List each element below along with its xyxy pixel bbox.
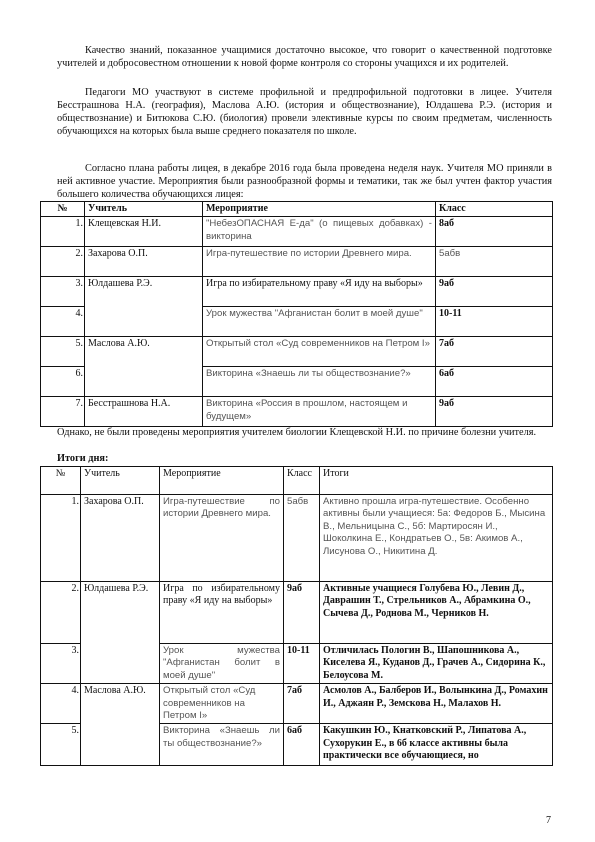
event-cell: Открытый стол «Суд современников на Петром I» (203, 337, 436, 367)
result-cell: Отличилась Пологин В., Шапошникова А., Киселева Я., Куданов Д., Грачев А., Сидорина К., Белоусова М. (320, 644, 553, 684)
table-row (41, 582, 553, 644)
teacher-cell: Юлдашева Р.Э. (81, 582, 160, 684)
row-number: 1. (41, 495, 81, 582)
event-cell: Игра-путешествие по истории Древнего мира. (203, 247, 436, 277)
class-cell: 7аб (436, 337, 553, 367)
table-header-row (41, 467, 553, 495)
col-num: № (41, 467, 81, 495)
class-cell: 10-11 (436, 307, 553, 337)
result-cell: Активные учащиеся Голубева Ю., Левин Д., Даврашин Т., Стрельников А., Абрамкина О., Сычева Д., Роднова М., Черников Н. (320, 582, 553, 644)
row-number: 4. (41, 684, 81, 724)
table-row (41, 684, 553, 724)
class-cell: 6аб (436, 367, 553, 397)
teacher-cell: Маслова А.Ю. (85, 337, 203, 397)
class-cell: 9аб (284, 582, 320, 644)
class-cell: 9аб (436, 277, 553, 307)
teacher-cell: Бесстрашнова Н.А. (85, 397, 203, 427)
class-cell: 6аб (284, 724, 320, 766)
result-cell: Асмолов А., Балберов И., Волынкина Д., Ромахин И., Аджаян Р., Земскова Н., Малахов Н. (320, 684, 553, 724)
paragraph-quality: Качество знаний, показанное учащимися достаточно высокое, что говорит о качественной подготовке учителей и добросовестном отношении к новой форме контроля со стороны учащихся и их родителей. (57, 45, 552, 70)
class-cell: 5абв (436, 247, 553, 277)
event-cell: Урок мужества "Афганистан болит в моей душе" (203, 307, 436, 337)
col-event: Мероприятие (203, 202, 436, 217)
paragraph-teachers: Педагоги МО участвуют в системе профильной и предпрофильной подготовки в лицее. Учителя Бесстрашнова Н.А. (география), Маслова А.Ю. (история и обществознание), Юлдашева Р.Э. (история и обществознание) и Битюкова С.Ю. (биология) провели элективные курсы по своим предметам, численность обучающихся на которых была выше среднего показателя по школе. (57, 87, 552, 138)
event-cell: Игра-путешествие по истории Древнего мира. (160, 495, 284, 582)
teacher-cell: Захарова О.П. (85, 247, 203, 277)
row-number: 3. (41, 277, 85, 307)
class-cell: 5абв (284, 495, 320, 582)
event-cell: Викторина «Знаешь ли ты обществознание?» (203, 367, 436, 397)
table-header-row (41, 202, 553, 217)
table-row (41, 495, 553, 582)
class-cell: 9аб (436, 397, 553, 427)
page-number: 7 (546, 815, 551, 826)
table-row (41, 277, 553, 307)
table-row (41, 397, 553, 427)
class-cell: 8аб (436, 217, 553, 247)
result-cell: Какушкин Ю., Кнатковский Р., Липатова А., Сухорукин Е., в 6б классе активны была практически все обучающиеся, но (320, 724, 553, 766)
col-teacher: Учитель (85, 202, 203, 217)
results-table (40, 466, 553, 766)
row-number: 5. (41, 337, 85, 367)
result-cell: Активно прошла игра-путешествие. Особенно активны были учащиеся: 5а: Федоров Б., Мысина В., Мельницына С., 5б: Мартиросян И., Шоколкина Е., Кондратьев О., 5в: Акимов А., Лисунова О., Никитина Д. (320, 495, 553, 582)
col-num: № (41, 202, 85, 217)
event-cell: Урок мужества "Афганистан болит в моей душе" (160, 644, 284, 684)
teacher-cell: Юлдашева Р.Э. (85, 277, 203, 337)
row-number: 3. (41, 644, 81, 684)
col-result: Итоги (320, 467, 553, 495)
row-number: 6. (41, 367, 85, 397)
class-cell: 10-11 (284, 644, 320, 684)
col-class: Класс (436, 202, 553, 217)
row-number: 4. (41, 307, 85, 337)
event-cell: Открытый стол «Суд современников на Петром I» (160, 684, 284, 724)
paragraph-science-week: Согласно плана работы лицея, в декабре 2016 года была проведена неделя наук. Учителя МО приняли в ней активное участие. Мероприятия были разнообразной формы и тематики, так же был учтен фактор участия большего количества обучающихся лицея: (57, 163, 552, 201)
row-number: 5. (41, 724, 81, 766)
teacher-cell: Маслова А.Ю. (81, 684, 160, 766)
class-cell: 7аб (284, 684, 320, 724)
row-number: 2. (41, 582, 81, 644)
table-row (41, 217, 553, 247)
teacher-cell: Клещевская Н.И. (85, 217, 203, 247)
col-class: Класс (284, 467, 320, 495)
row-number: 7. (41, 397, 85, 427)
row-number: 2. (41, 247, 85, 277)
col-teacher: Учитель (81, 467, 160, 495)
event-cell: Игра по избирательному праву «Я иду на выборы» (160, 582, 284, 644)
events-table (40, 201, 553, 427)
teacher-cell: Захарова О.П. (81, 495, 160, 582)
event-cell: Игра по избирательному праву «Я иду на выборы» (203, 277, 436, 307)
totals-label: Итоги дня: (57, 453, 109, 464)
event-cell: Викторина «Знаешь ли ты обществознание?» (160, 724, 284, 766)
table-row (41, 247, 553, 277)
col-event: Мероприятие (160, 467, 284, 495)
row-number: 1. (41, 217, 85, 247)
table-row (41, 337, 553, 367)
event-cell: "НебезОПАСНАЯ Е-да" (о пищевых добавках) - викторина (203, 217, 436, 247)
event-cell: Викторина «Россия в прошлом, настоящем и будущем» (203, 397, 436, 427)
paragraph-note: Однако, не были проведены мероприятия учителем биологии Клещевской Н.И. по причине болезни учителя. (57, 427, 537, 438)
